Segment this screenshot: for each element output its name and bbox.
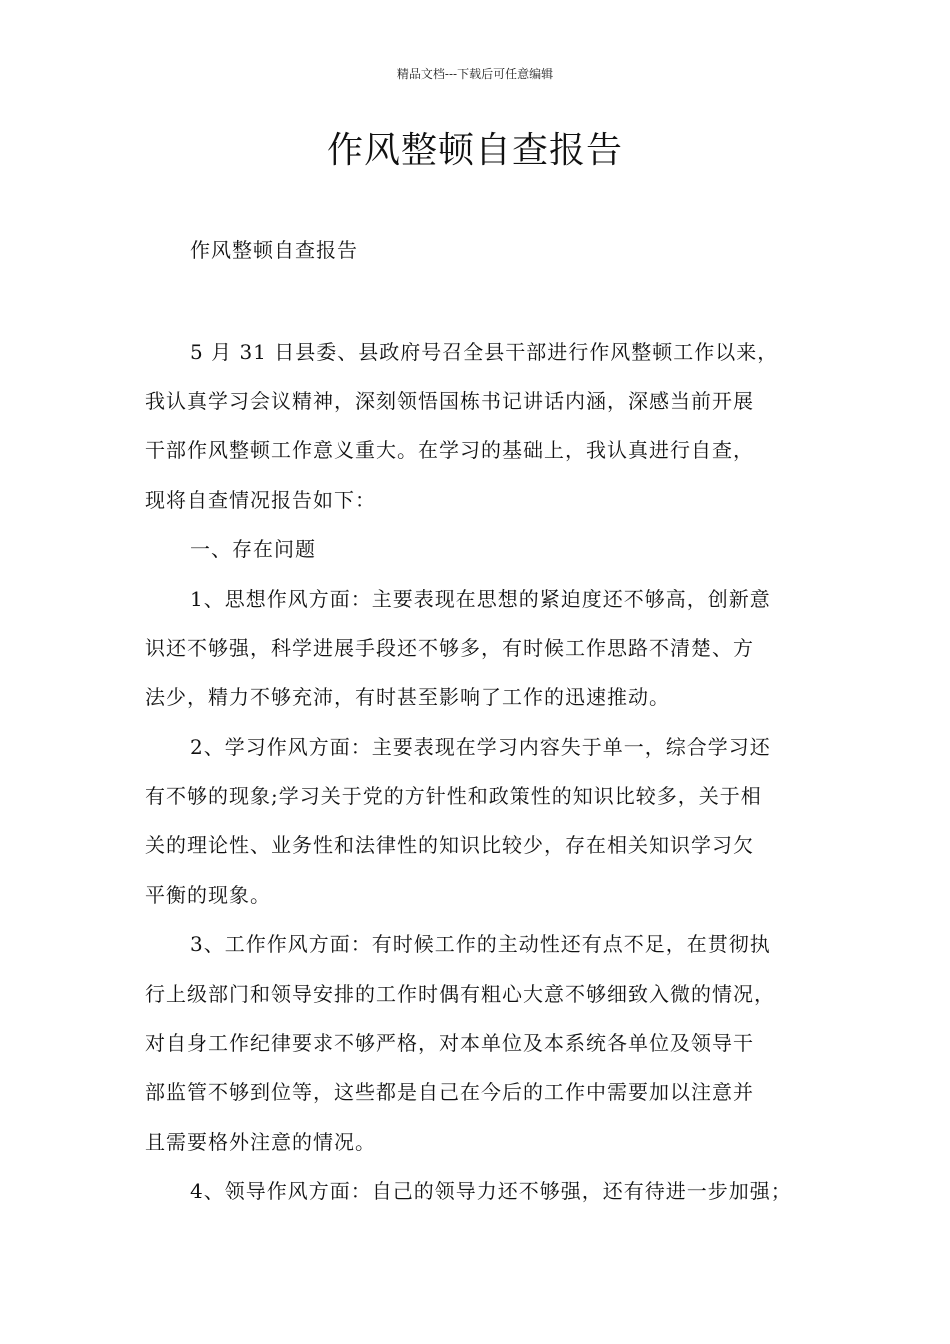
paragraph-line: 对自身工作纪律要求不够严格，对本单位及本系统各单位及领导干: [145, 1031, 754, 1055]
paragraph-line: 干部作风整顿工作意义重大。在学习的基础上，我认真进行自查，: [145, 438, 754, 462]
paragraph-line: 现将自查情况报告如下：: [145, 488, 376, 512]
paragraph-line: 3、工作作风方面：有时候工作的主动性还有点不足，在贯彻执: [190, 932, 771, 956]
header-note: 精品文档---下载后可任意编辑: [396, 67, 554, 81]
paragraph-line: 2、学习作风方面：主要表现在学习内容失于单一，综合学习还: [190, 735, 771, 759]
paragraph-line: 平衡的现象。: [145, 883, 271, 907]
section-heading: 一、存在问题: [190, 537, 316, 561]
paragraph-line: 1、思想作风方面：主要表现在思想的紧迫度还不够高，创新意: [190, 587, 771, 611]
paragraph-line: 部监管不够到位等，这些都是自己在今后的工作中需要加以注意并: [145, 1080, 754, 1104]
paragraph-line: 关的理论性、业务性和法律性的知识比较少，存在相关知识学习欠: [145, 833, 754, 857]
paragraph-line: 有不够的现象;学习关于党的方针性和政策性的知识比较多，关于相: [145, 784, 762, 808]
paragraph-line: 5 月 31 日县委、县政府号召全县干部进行作风整顿工作以来，: [190, 340, 779, 364]
paragraph-line: 我认真学习会议精神，深刻领悟国栋书记讲话内涵，深感当前开展: [145, 389, 754, 413]
paragraph-line: 4、领导作风方面：自己的领导力还不够强，还有待进一步加强；: [190, 1179, 792, 1203]
subtitle: 作风整顿自查报告: [190, 238, 358, 262]
paragraph-line: 且需要格外注意的情况。: [145, 1130, 376, 1154]
document-title: 作风整顿自查报告: [326, 130, 623, 171]
paragraph-line: 识还不够强，科学进展手段还不够多，有时候工作思路不清楚、方: [145, 636, 754, 660]
paragraph-line: 法少，精力不够充沛，有时甚至影响了工作的迅速推动。: [145, 685, 670, 709]
paragraph-line: 行上级部门和领导安排的工作时偶有粗心大意不够细致入微的情况，: [145, 982, 775, 1006]
